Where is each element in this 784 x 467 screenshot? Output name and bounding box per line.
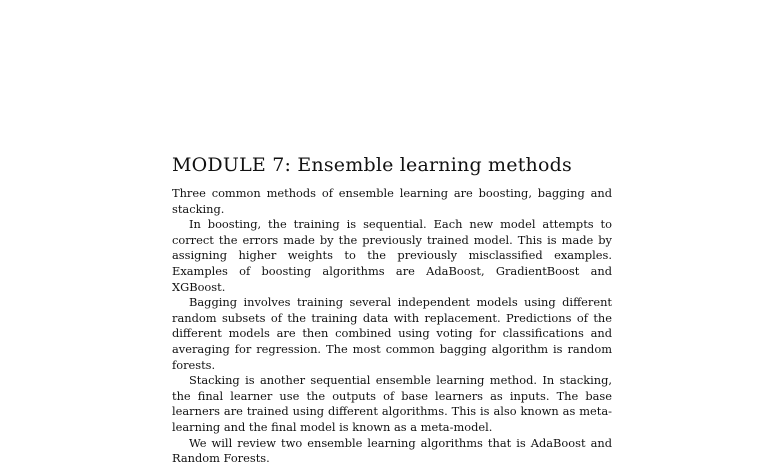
- paragraph-review: We will review two ensemble learning algorithms that is AdaBoost and Random Forests.: [172, 435, 612, 466]
- paragraph-intro: Three common methods of ensemble learning are boosting, bagging and stacking.: [172, 186, 612, 216]
- paragraph-stacking: Stacking is another sequential ensemble learning method. In stacking, the final learner use the outputs of base learners as inputs. The base learners are trained using different algorithms. This is also known as meta-learning and the final model is known as a meta-model.: [172, 373, 612, 434]
- paragraph-bagging: Bagging involves training several independent models using different random subsets of the training data with replacement. Predictions of the different models are then combined using voting for classifications and averaging for regression. The most common bagging algorithm is random forests.: [172, 295, 612, 372]
- page-title: MODULE 7: Ensemble learning methods: [172, 154, 572, 176]
- body-text: [172, 186, 612, 467]
- paragraph-boosting: In boosting, the training is sequential. Each new model attempts to correct the errors made by the previously trained model. This is made by assigning higher weights to the previously misclassified examples. Examples of boosting algorithms are AdaBoost, GradientBoost and XGBoost.: [172, 217, 612, 294]
